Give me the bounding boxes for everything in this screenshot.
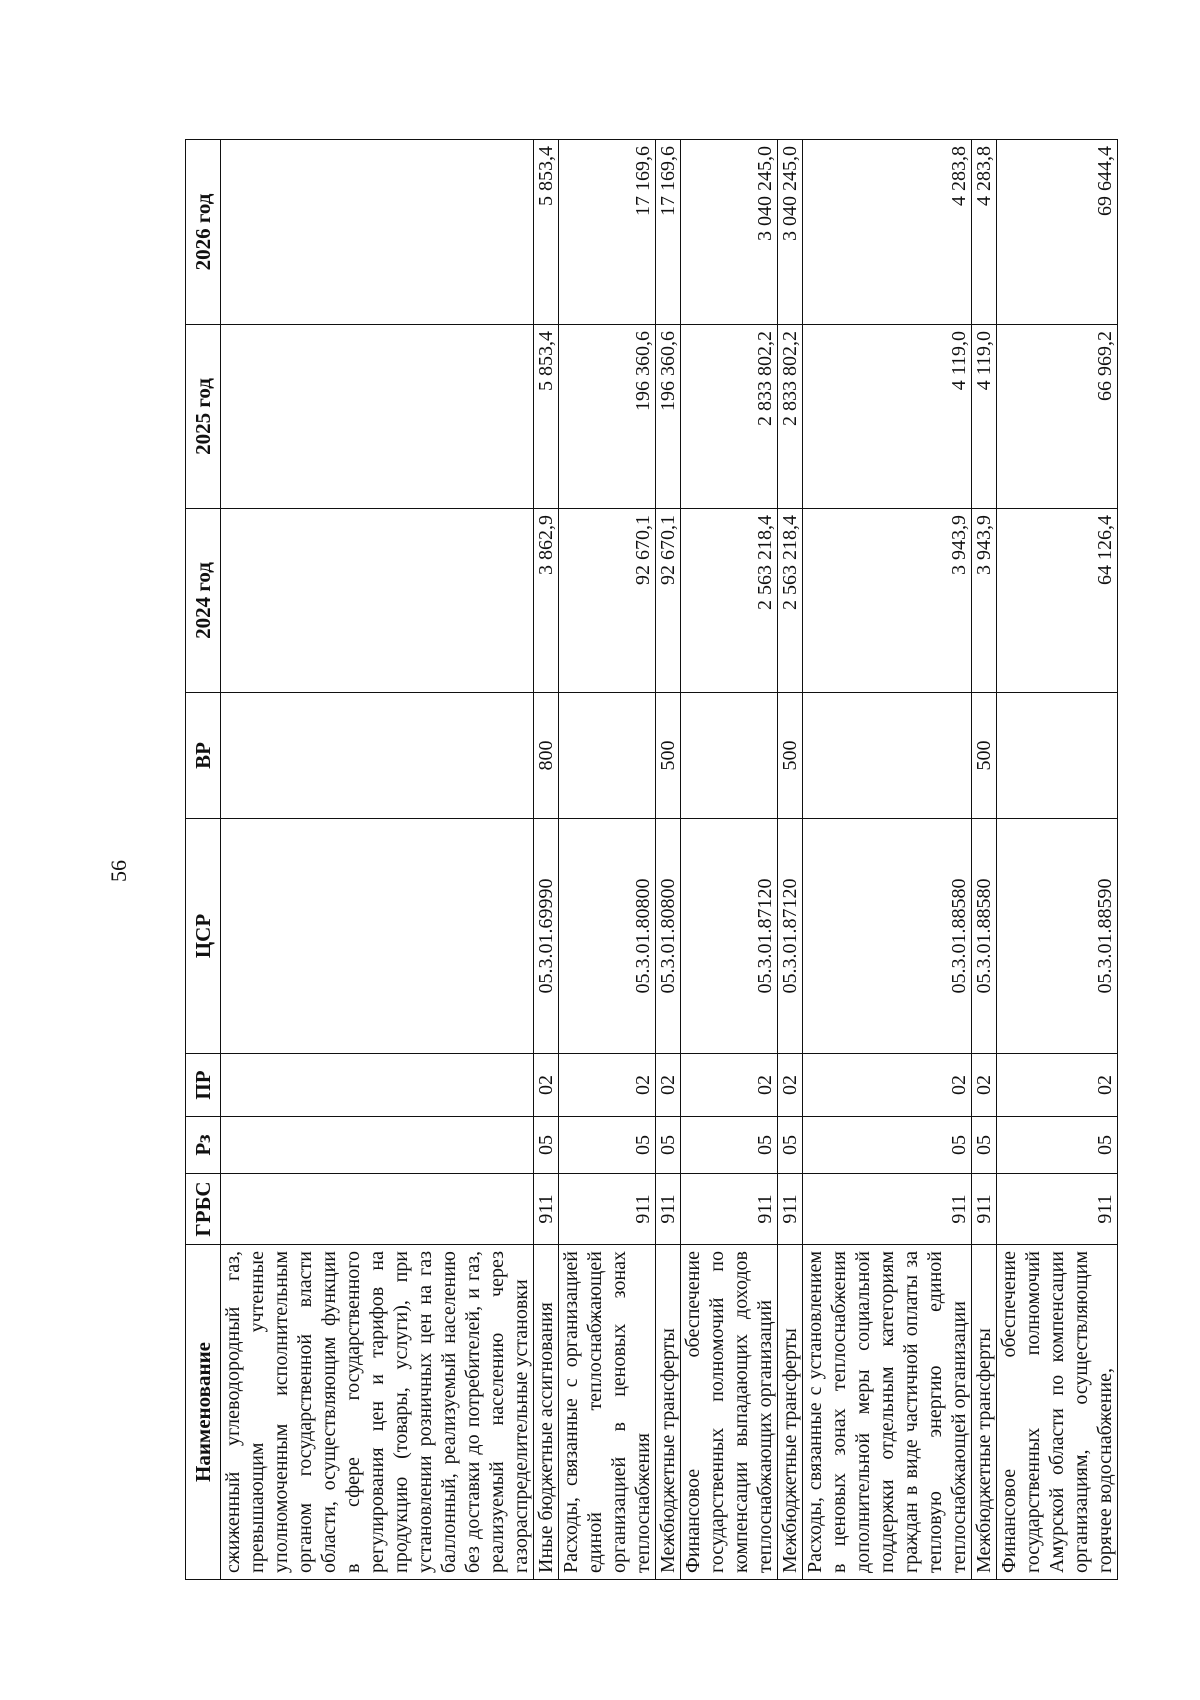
row-vr — [221, 693, 534, 819]
row-2026: 17 169,6 — [559, 140, 656, 325]
row-pr: 02 — [681, 1054, 778, 1117]
row-pr: 02 — [997, 1054, 1118, 1117]
table-header-row — [186, 140, 221, 1580]
row-csr: 05.3.01.87120 — [778, 819, 803, 1054]
row-2024 — [221, 509, 534, 693]
row-2025: 196 360,6 — [559, 325, 656, 509]
row-pr: 02 — [656, 1054, 681, 1117]
row-name: Расходы, связанные с установлением в ценовых зонах теплоснабжения дополнительной меры социальной поддержки отдельным категориям граждан в виде частичной оплаты за тепловую энергию единой теплоснабжающей организации — [803, 1245, 972, 1580]
row-vr: 500 — [778, 693, 803, 819]
header-vr: ВР — [186, 693, 221, 819]
row-rz — [221, 1117, 534, 1174]
row-rz: 05 — [803, 1117, 972, 1174]
row-grbs: 911 — [534, 1174, 559, 1245]
row-2026 — [221, 140, 534, 325]
row-2025 — [221, 325, 534, 509]
row-2024: 3 943,9 — [972, 509, 997, 693]
table-row — [656, 140, 681, 1580]
row-pr: 02 — [972, 1054, 997, 1117]
row-pr — [221, 1054, 534, 1117]
row-name: Финансовое обеспечение государственных полномочий по компенсации выпадающих доходов теплоснабжающих организаций — [681, 1245, 778, 1580]
row-2026: 4 283,8 — [803, 140, 972, 325]
row-rz: 05 — [778, 1117, 803, 1174]
row-2026: 3 040 245,0 — [778, 140, 803, 325]
row-pr: 02 — [778, 1054, 803, 1117]
row-name: Межбюджетные трансферты — [972, 1245, 997, 1580]
header-2026: 2026 год — [186, 140, 221, 325]
row-2025: 2 833 802,2 — [778, 325, 803, 509]
row-2024: 92 670,1 — [559, 509, 656, 693]
table-row — [778, 140, 803, 1580]
rotated-page-content — [185, 140, 1116, 1580]
row-csr — [221, 819, 534, 1054]
row-grbs: 911 — [972, 1174, 997, 1245]
header-2025: 2025 год — [186, 325, 221, 509]
row-rz: 05 — [559, 1117, 656, 1174]
row-2024: 64 126,4 — [997, 509, 1118, 693]
row-2025: 5 853,4 — [534, 325, 559, 509]
row-grbs: 911 — [803, 1174, 972, 1245]
row-csr: 05.3.01.88580 — [972, 819, 997, 1054]
row-2025: 4 119,0 — [803, 325, 972, 509]
row-rz: 05 — [997, 1117, 1118, 1174]
row-csr: 05.3.01.87120 — [681, 819, 778, 1054]
row-pr: 02 — [803, 1054, 972, 1117]
header-pr: ПР — [186, 1054, 221, 1117]
table-row — [803, 140, 972, 1580]
row-rz: 05 — [972, 1117, 997, 1174]
row-2025: 196 360,6 — [656, 325, 681, 509]
row-pr: 02 — [534, 1054, 559, 1117]
row-csr: 05.3.01.88590 — [997, 819, 1118, 1054]
row-2024: 92 670,1 — [656, 509, 681, 693]
row-rz: 05 — [656, 1117, 681, 1174]
row-2024: 2 563 218,4 — [778, 509, 803, 693]
row-csr: 05.3.01.88580 — [803, 819, 972, 1054]
row-2024: 3 943,9 — [803, 509, 972, 693]
row-csr: 05.3.01.80800 — [656, 819, 681, 1054]
row-grbs: 911 — [997, 1174, 1118, 1245]
row-name: сжиженный углеводородный газ, превышающим учтенные уполномоченным исполнительным органом государственной власти области, осуществляющим функции в сфере государственного регулирования цен и тарифов на продукцию (товары, услуги), при установлении розничных цен на газ баллонный, реализуемый населению без доставки до потребителей, и газ, реализуемый населению через газораспределительные установки — [221, 1245, 534, 1580]
row-2026: 4 283,8 — [972, 140, 997, 325]
row-name: Финансовое обеспечение государственных полномочий Амурской области по компенсации организациям, осуществляющим горячее водоснабжение, — [997, 1245, 1118, 1580]
row-vr — [997, 693, 1118, 819]
row-2026: 3 040 245,0 — [681, 140, 778, 325]
budget-table — [185, 139, 1118, 1580]
page-number: 56 — [106, 860, 131, 882]
row-csr: 05.3.01.69990 — [534, 819, 559, 1054]
header-rz: Рз — [186, 1117, 221, 1174]
row-2024: 2 563 218,4 — [681, 509, 778, 693]
row-vr — [803, 693, 972, 819]
row-2026: 5 853,4 — [534, 140, 559, 325]
row-2026: 17 169,6 — [656, 140, 681, 325]
row-name: Межбюджетные трансферты — [656, 1245, 681, 1580]
header-grbs: ГРБС — [186, 1174, 221, 1245]
row-rz: 05 — [534, 1117, 559, 1174]
table-row — [534, 140, 559, 1580]
table-row — [559, 140, 656, 1580]
row-csr: 05.3.01.80800 — [559, 819, 656, 1054]
row-grbs: 911 — [681, 1174, 778, 1245]
row-grbs: 911 — [778, 1174, 803, 1245]
row-2025: 4 119,0 — [972, 325, 997, 509]
row-grbs — [221, 1174, 534, 1245]
table-row — [972, 140, 997, 1580]
header-csr: ЦСР — [186, 819, 221, 1054]
table-row — [997, 140, 1118, 1580]
row-vr — [681, 693, 778, 819]
header-name: Наименование — [186, 1245, 221, 1580]
header-2024: 2024 год — [186, 509, 221, 693]
row-name: Иные бюджетные ассигнования — [534, 1245, 559, 1580]
row-2024: 3 862,9 — [534, 509, 559, 693]
row-pr: 02 — [559, 1054, 656, 1117]
row-name: Расходы, связанные с организацией единой теплоснабжающей организацией в ценовых зонах теплоснабжения — [559, 1245, 656, 1580]
table-row — [221, 140, 534, 1580]
row-vr: 500 — [972, 693, 997, 819]
row-2026: 69 644,4 — [997, 140, 1118, 325]
row-grbs: 911 — [656, 1174, 681, 1245]
row-name: Межбюджетные трансферты — [778, 1245, 803, 1580]
table-row — [681, 140, 778, 1580]
row-vr: 500 — [656, 693, 681, 819]
row-vr: 800 — [534, 693, 559, 819]
row-rz: 05 — [681, 1117, 778, 1174]
row-vr — [559, 693, 656, 819]
row-2025: 66 969,2 — [997, 325, 1118, 509]
row-grbs: 911 — [559, 1174, 656, 1245]
row-2025: 2 833 802,2 — [681, 325, 778, 509]
